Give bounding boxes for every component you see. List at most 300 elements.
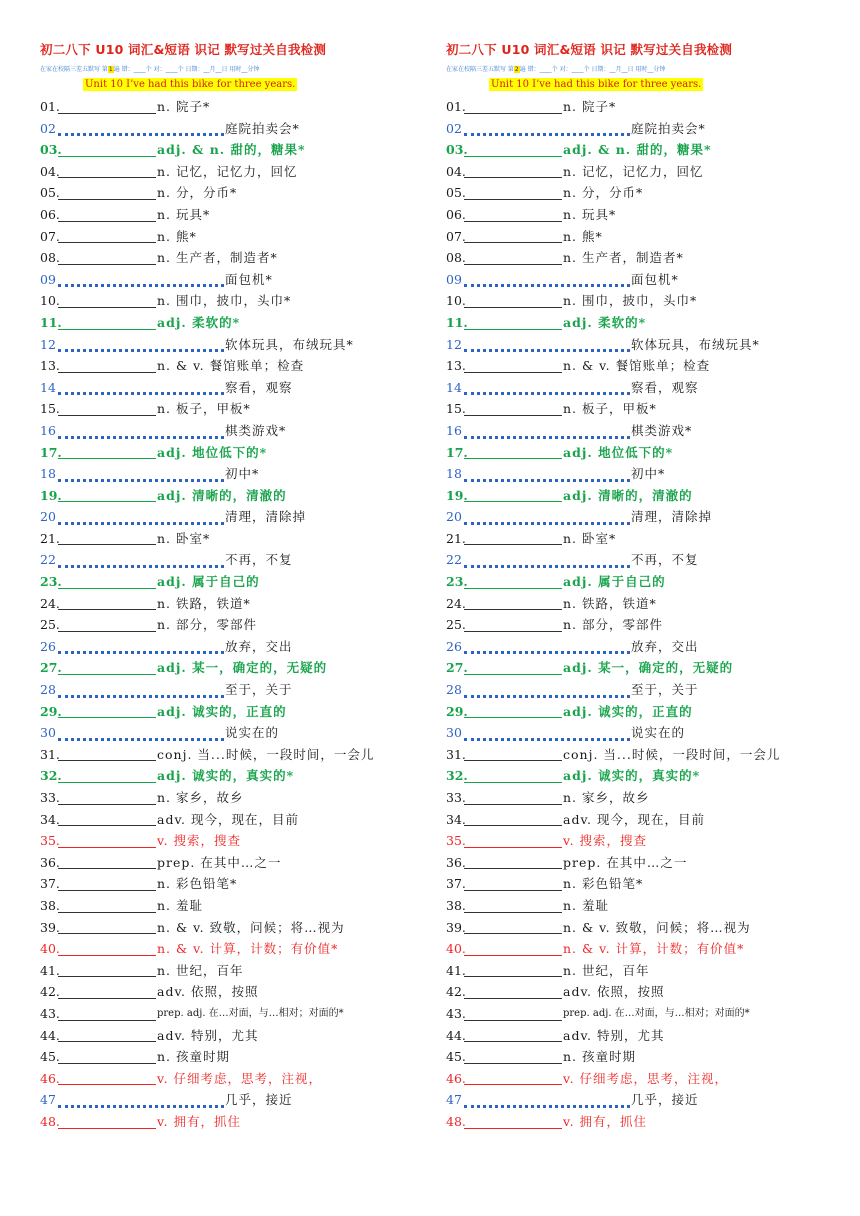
item-number: 16 — [40, 422, 56, 438]
vocab-row — [40, 852, 440, 874]
vocab-row — [40, 506, 440, 528]
item-number: 29. — [40, 703, 62, 719]
vocab-row — [446, 1089, 846, 1111]
item-number: 24. — [40, 595, 60, 611]
answer-blank[interactable] — [464, 941, 562, 956]
answer-blank[interactable] — [464, 854, 562, 869]
vocab-row — [446, 528, 846, 550]
answer-blank[interactable] — [58, 315, 156, 330]
answer-blank[interactable] — [58, 595, 156, 610]
item-meaning: n. 羞耻 — [563, 897, 609, 913]
answer-blank[interactable] — [58, 811, 156, 826]
item-number: 39. — [40, 919, 60, 935]
item-number: 48. — [446, 1113, 466, 1129]
vocab-row — [40, 701, 440, 723]
answer-blank[interactable] — [464, 163, 562, 178]
item-meaning: conj. 当...时候，一段时间，一会儿 — [563, 746, 781, 762]
item-number: 18 — [446, 466, 462, 482]
answer-blank[interactable] — [58, 941, 156, 956]
vocab-row — [446, 485, 846, 507]
answer-blank[interactable] — [58, 228, 156, 243]
vocab-row — [40, 1046, 440, 1068]
vocab-row — [40, 938, 440, 960]
answer-blank[interactable] — [464, 99, 562, 114]
item-number: 39. — [446, 919, 466, 935]
vocab-row — [40, 377, 440, 399]
vocab-row — [40, 1089, 440, 1111]
vocab-row — [40, 118, 440, 140]
item-meaning: 说实在的 — [631, 725, 686, 741]
answer-blank[interactable] — [464, 833, 562, 848]
item-number: 15. — [446, 401, 466, 417]
vocab-row — [446, 442, 846, 464]
item-meaning: n. 家乡，故乡 — [563, 790, 650, 805]
item-meaning: n. 铁路，铁道* — [563, 595, 657, 611]
item-meaning: v. 拥有，抓住 — [157, 1113, 242, 1129]
answer-blank[interactable] — [464, 876, 562, 891]
answer-blank[interactable] — [58, 250, 156, 265]
record-suffix: 遍 错：____个 对：____个 日期：__月__日 用时__分钟 — [113, 66, 260, 73]
answer-blank[interactable] — [58, 358, 156, 373]
vocab-row — [446, 593, 846, 615]
item-number: 23. — [446, 574, 468, 590]
answer-blank[interactable] — [58, 681, 224, 698]
item-meaning: v. 搜索，搜查 — [563, 833, 648, 849]
item-meaning: v. 仔细考虑，思考，注视， — [563, 1070, 729, 1086]
answer-blank[interactable] — [464, 444, 562, 459]
answer-blank[interactable] — [58, 854, 156, 869]
item-number: 48. — [40, 1113, 60, 1129]
item-meaning: adj. 属于自己的 — [563, 574, 666, 590]
item-meaning: n. 分，分币* — [157, 185, 238, 201]
vocab-row — [446, 139, 846, 161]
item-meaning: adj. & n. 甜的，糖果* — [157, 142, 306, 158]
answer-blank[interactable] — [58, 444, 156, 459]
item-number: 04. — [446, 163, 466, 179]
vocab-row — [446, 917, 846, 939]
answer-blank[interactable] — [464, 1049, 562, 1064]
item-number: 37. — [40, 876, 60, 892]
item-meaning: 棋类游戏* — [631, 422, 693, 438]
item-number: 21. — [40, 530, 60, 546]
item-number: 28 — [446, 682, 462, 698]
answer-blank[interactable] — [58, 790, 156, 805]
item-meaning: 至于，关于 — [225, 682, 293, 698]
item-meaning: n. 板子，甲板* — [157, 401, 251, 417]
answer-blank[interactable] — [464, 637, 630, 654]
vocab-row — [446, 981, 846, 1003]
vocab-row — [446, 182, 846, 204]
answer-blank[interactable] — [58, 465, 224, 482]
vocab-row — [40, 917, 440, 939]
item-number: 14 — [40, 379, 56, 395]
item-number: 47 — [40, 1092, 56, 1108]
item-meaning: n. 铁路，铁道* — [157, 595, 251, 611]
vocab-row — [446, 938, 846, 960]
item-meaning: n. 记忆，记忆力，回忆 — [157, 163, 298, 179]
item-number: 40. — [40, 941, 60, 957]
answer-blank[interactable] — [58, 768, 156, 783]
item-meaning: n. 围巾，披巾，头巾* — [157, 293, 292, 309]
vocab-row — [446, 1111, 846, 1133]
vocab-row — [40, 398, 440, 420]
answer-blank[interactable] — [58, 962, 156, 977]
vocab-row — [446, 398, 846, 420]
vocab-row — [446, 549, 846, 571]
vocab-row — [446, 809, 846, 831]
answer-blank[interactable] — [58, 833, 156, 848]
answer-blank[interactable] — [464, 530, 562, 545]
vocab-row — [446, 636, 846, 658]
item-meaning: n. 部分，零部件 — [157, 617, 257, 633]
item-meaning: n. 院子* — [563, 99, 617, 114]
item-meaning: adj. 诚实的，真实的* — [157, 768, 295, 784]
item-number: 16 — [446, 422, 462, 438]
answer-blank[interactable] — [58, 984, 156, 999]
item-meaning: adj. 某一，确定的，无疑的 — [563, 660, 734, 676]
vocab-row — [40, 809, 440, 831]
item-meaning: n. 熊* — [563, 228, 603, 244]
vocab-row — [40, 571, 440, 593]
vocab-row — [40, 334, 440, 356]
item-number: 43. — [446, 1005, 466, 1021]
item-number: 06. — [446, 206, 466, 222]
answer-blank[interactable] — [464, 703, 562, 718]
item-meaning: n. 板子，甲板* — [563, 401, 657, 417]
item-meaning: adj. 属于自己的 — [157, 574, 260, 590]
answer-blank[interactable] — [58, 1006, 156, 1021]
item-number: 15. — [40, 401, 60, 417]
item-meaning: n. & v. 计算，计数；有价值* — [157, 941, 339, 957]
vocab-row — [40, 744, 440, 766]
answer-blank[interactable] — [464, 811, 562, 826]
answer-blank[interactable] — [464, 551, 630, 568]
item-number: 21. — [446, 530, 466, 546]
item-number: 01. — [40, 99, 60, 114]
answer-blank[interactable] — [58, 119, 224, 136]
vocab-row — [446, 895, 846, 917]
item-meaning: 放弃，交出 — [631, 638, 699, 654]
answer-blank[interactable] — [58, 617, 156, 632]
item-number: 46. — [40, 1070, 60, 1086]
item-number: 11. — [446, 314, 468, 330]
answer-blank[interactable] — [58, 574, 156, 589]
answer-blank[interactable] — [58, 1027, 156, 1042]
item-number: 46. — [446, 1070, 466, 1086]
item-number: 05. — [40, 185, 60, 201]
vocab-row — [446, 1025, 846, 1047]
item-number: 01. — [446, 99, 466, 114]
dictation-record-line — [446, 64, 665, 73]
answer-blank[interactable] — [464, 422, 630, 439]
answer-blank[interactable] — [464, 228, 562, 243]
item-meaning: 几乎，接近 — [631, 1092, 699, 1108]
item-meaning: 察看，观察 — [225, 379, 293, 395]
vocab-row — [446, 1068, 846, 1090]
item-meaning: n. & v. 致敬，问候；将…视为 — [563, 919, 751, 935]
item-meaning: prep. 在其中…之一 — [157, 854, 282, 870]
answer-blank[interactable] — [58, 207, 156, 222]
vocab-row — [446, 463, 846, 485]
answer-blank[interactable] — [464, 1070, 562, 1085]
answer-blank[interactable] — [58, 724, 224, 741]
item-number: 30 — [446, 725, 462, 741]
answer-blank[interactable] — [58, 401, 156, 416]
item-number: 34. — [40, 811, 60, 827]
answer-blank[interactable] — [464, 660, 562, 675]
item-number: 20 — [40, 509, 56, 525]
item-meaning: adj. 诚实的，真实的* — [563, 768, 701, 784]
item-meaning: 放弃，交出 — [225, 638, 293, 654]
item-number: 18 — [40, 466, 56, 482]
item-meaning: n. 彩色铅笔* — [563, 876, 644, 892]
vocab-row — [446, 161, 846, 183]
item-meaning: adv. 特别，尤其 — [563, 1027, 665, 1043]
answer-blank[interactable] — [464, 378, 630, 395]
vocab-row — [446, 377, 846, 399]
answer-blank[interactable] — [464, 358, 562, 373]
item-meaning: adj. 清晰的，清澈的 — [563, 487, 693, 503]
item-meaning: prep. adj. 在…对面，与…相对；对面的* — [157, 1007, 344, 1019]
answer-blank[interactable] — [464, 1091, 630, 1108]
item-meaning: prep. adj. 在…对面，与…相对；对面的* — [563, 1007, 750, 1019]
item-meaning: n. 孩童时期 — [563, 1049, 636, 1065]
vocab-row — [40, 290, 440, 312]
vocab-row — [446, 269, 846, 291]
vocab-row — [40, 657, 440, 679]
answer-blank[interactable] — [58, 746, 156, 761]
vocab-row — [40, 1025, 440, 1047]
answer-blank[interactable] — [58, 185, 156, 200]
answer-blank[interactable] — [464, 790, 562, 805]
answer-blank[interactable] — [58, 378, 224, 395]
vocab-row — [446, 614, 846, 636]
vocab-row — [40, 636, 440, 658]
unit-banner: Unit 10 I’ve had this bike for three years. — [491, 79, 702, 90]
answer-blank[interactable] — [464, 119, 630, 136]
answer-blank[interactable] — [464, 724, 630, 741]
item-meaning: adv. 现今，现在，目前 — [563, 811, 705, 827]
item-meaning: adv. 依照，按照 — [563, 984, 665, 1000]
answer-blank[interactable] — [464, 401, 562, 416]
item-meaning: n. 分，分币* — [563, 185, 644, 201]
answer-blank[interactable] — [464, 465, 630, 482]
item-meaning: 庭院拍卖会* — [225, 120, 300, 136]
item-number: 45. — [40, 1049, 60, 1065]
vocab-row — [40, 1111, 440, 1133]
answer-blank[interactable] — [464, 1006, 562, 1021]
answer-blank[interactable] — [58, 530, 156, 545]
vocab-row — [446, 960, 846, 982]
item-number: 03. — [40, 142, 62, 158]
vocab-row — [446, 118, 846, 140]
answer-blank[interactable] — [464, 962, 562, 977]
item-number: 12 — [446, 336, 462, 352]
answer-blank[interactable] — [464, 335, 630, 352]
item-number: 44. — [40, 1027, 60, 1043]
item-meaning: adv. 现今，现在，目前 — [157, 811, 299, 827]
item-number: 38. — [40, 897, 60, 913]
vocab-row — [446, 571, 846, 593]
item-meaning: adj. 诚实的，正直的 — [563, 703, 693, 719]
answer-blank[interactable] — [464, 185, 562, 200]
answer-blank[interactable] — [464, 142, 562, 157]
item-meaning: adj. 地位低下的* — [563, 444, 674, 460]
worksheet-title: 初二八下 U10 词汇&短语 识记 默写过关自我检测 — [40, 42, 327, 57]
item-meaning: adj. 柔软的* — [563, 314, 647, 330]
item-number: 14 — [446, 379, 462, 395]
item-meaning: 清理，清除掉 — [631, 509, 713, 525]
item-meaning: adv. 依照，按照 — [157, 984, 259, 1000]
answer-blank[interactable] — [58, 163, 156, 178]
item-meaning: v. 拥有，抓住 — [563, 1113, 648, 1129]
answer-blank[interactable] — [58, 142, 156, 157]
item-number: 42. — [446, 984, 466, 1000]
vocab-row — [446, 1046, 846, 1068]
item-number: 44. — [446, 1027, 466, 1043]
answer-blank[interactable] — [58, 270, 224, 287]
answer-blank[interactable] — [464, 270, 630, 287]
vocab-row — [446, 744, 846, 766]
answer-blank[interactable] — [58, 335, 224, 352]
vocab-row — [40, 873, 440, 895]
record-suffix: 遍 错：____个 对：____个 日期：__月__日 用时__分钟 — [519, 66, 666, 73]
answer-blank[interactable] — [58, 660, 156, 675]
answer-blank[interactable] — [464, 574, 562, 589]
answer-blank[interactable] — [464, 617, 562, 632]
item-number: 26 — [40, 638, 56, 654]
item-number: 35. — [40, 833, 60, 849]
item-number: 45. — [446, 1049, 466, 1065]
vocab-row — [40, 528, 440, 550]
item-number: 20 — [446, 509, 462, 525]
item-meaning: n. 世纪，百年 — [157, 962, 244, 978]
vocab-row — [446, 722, 846, 744]
item-number: 08. — [446, 250, 466, 266]
item-meaning: n. 家乡，故乡 — [157, 790, 244, 805]
answer-blank[interactable] — [464, 1114, 562, 1129]
item-number: 02 — [446, 120, 462, 136]
item-meaning: 说实在的 — [225, 725, 280, 741]
item-number: 31. — [40, 746, 60, 762]
answer-blank[interactable] — [58, 919, 156, 934]
answer-blank[interactable] — [58, 1091, 224, 1108]
answer-blank[interactable] — [58, 1070, 156, 1085]
item-number: 28 — [40, 682, 56, 698]
answer-blank[interactable] — [464, 746, 562, 761]
item-meaning: 面包机* — [631, 271, 679, 287]
item-number: 37. — [446, 876, 466, 892]
answer-blank[interactable] — [464, 207, 562, 222]
vocab-row — [40, 96, 440, 118]
answer-blank[interactable] — [464, 250, 562, 265]
answer-blank[interactable] — [464, 898, 562, 913]
item-meaning: n. 彩色铅笔* — [157, 876, 238, 892]
answer-blank[interactable] — [464, 919, 562, 934]
answer-blank[interactable] — [58, 703, 156, 718]
answer-blank[interactable] — [464, 487, 562, 502]
answer-blank[interactable] — [58, 508, 224, 525]
answer-blank[interactable] — [58, 1049, 156, 1064]
item-number: 33. — [40, 790, 60, 805]
vocab-row — [40, 593, 440, 615]
item-number: 30 — [40, 725, 56, 741]
vocab-row — [40, 182, 440, 204]
vocab-row — [40, 722, 440, 744]
vocab-row — [446, 873, 846, 895]
item-number: 27. — [40, 660, 62, 676]
item-number: 10. — [40, 293, 60, 309]
vocab-row — [40, 1003, 440, 1025]
copy-number-badge: 2 — [514, 66, 519, 73]
item-number: 25. — [446, 617, 466, 633]
answer-blank[interactable] — [58, 551, 224, 568]
vocab-row — [446, 701, 846, 723]
item-number: 38. — [446, 897, 466, 913]
answer-blank[interactable] — [58, 487, 156, 502]
item-number: 36. — [446, 854, 466, 870]
vocab-row — [40, 895, 440, 917]
answer-blank[interactable] — [464, 293, 562, 308]
answer-blank[interactable] — [464, 984, 562, 999]
answer-blank[interactable] — [464, 681, 630, 698]
item-number: 10. — [446, 293, 466, 309]
item-meaning: 初中* — [225, 466, 260, 482]
answer-blank[interactable] — [464, 768, 562, 783]
item-number: 33. — [446, 790, 466, 805]
item-number: 43. — [40, 1005, 60, 1021]
vocab-row — [446, 679, 846, 701]
vocab-row — [446, 226, 846, 248]
answer-blank[interactable] — [58, 293, 156, 308]
answer-blank[interactable] — [58, 1114, 156, 1129]
answer-blank[interactable] — [58, 637, 224, 654]
vocab-row — [446, 657, 846, 679]
item-meaning: adj. 清晰的，清澈的 — [157, 487, 287, 503]
answer-blank[interactable] — [58, 422, 224, 439]
item-meaning: n. 卧室* — [563, 530, 617, 546]
item-meaning: adv. 特别，尤其 — [157, 1027, 259, 1043]
answer-blank[interactable] — [58, 876, 156, 891]
item-number: 07. — [446, 228, 466, 244]
vocab-row — [446, 420, 846, 442]
answer-blank[interactable] — [464, 1027, 562, 1042]
item-meaning: 几乎，接近 — [225, 1092, 293, 1108]
vocab-row — [40, 161, 440, 183]
vocab-row — [446, 96, 846, 118]
item-meaning: 初中* — [631, 466, 666, 482]
vocab-row — [446, 290, 846, 312]
answer-blank[interactable] — [464, 508, 630, 525]
item-number: 05. — [446, 185, 466, 201]
item-number: 41. — [446, 962, 466, 978]
item-meaning: 不再，不复 — [225, 552, 293, 568]
vocab-row — [40, 960, 440, 982]
answer-blank[interactable] — [464, 595, 562, 610]
vocab-row — [40, 614, 440, 636]
item-number: 42. — [40, 984, 60, 1000]
answer-blank[interactable] — [58, 99, 156, 114]
item-number: 13. — [446, 358, 466, 374]
worksheet-title: 初二八下 U10 词汇&短语 识记 默写过关自我检测 — [446, 42, 733, 57]
vocab-row — [40, 679, 440, 701]
vocab-row — [40, 420, 440, 442]
answer-blank[interactable] — [464, 315, 562, 330]
answer-blank[interactable] — [58, 898, 156, 913]
item-number: 19. — [40, 487, 62, 503]
vocab-row — [446, 312, 846, 334]
vocab-row — [40, 355, 440, 377]
